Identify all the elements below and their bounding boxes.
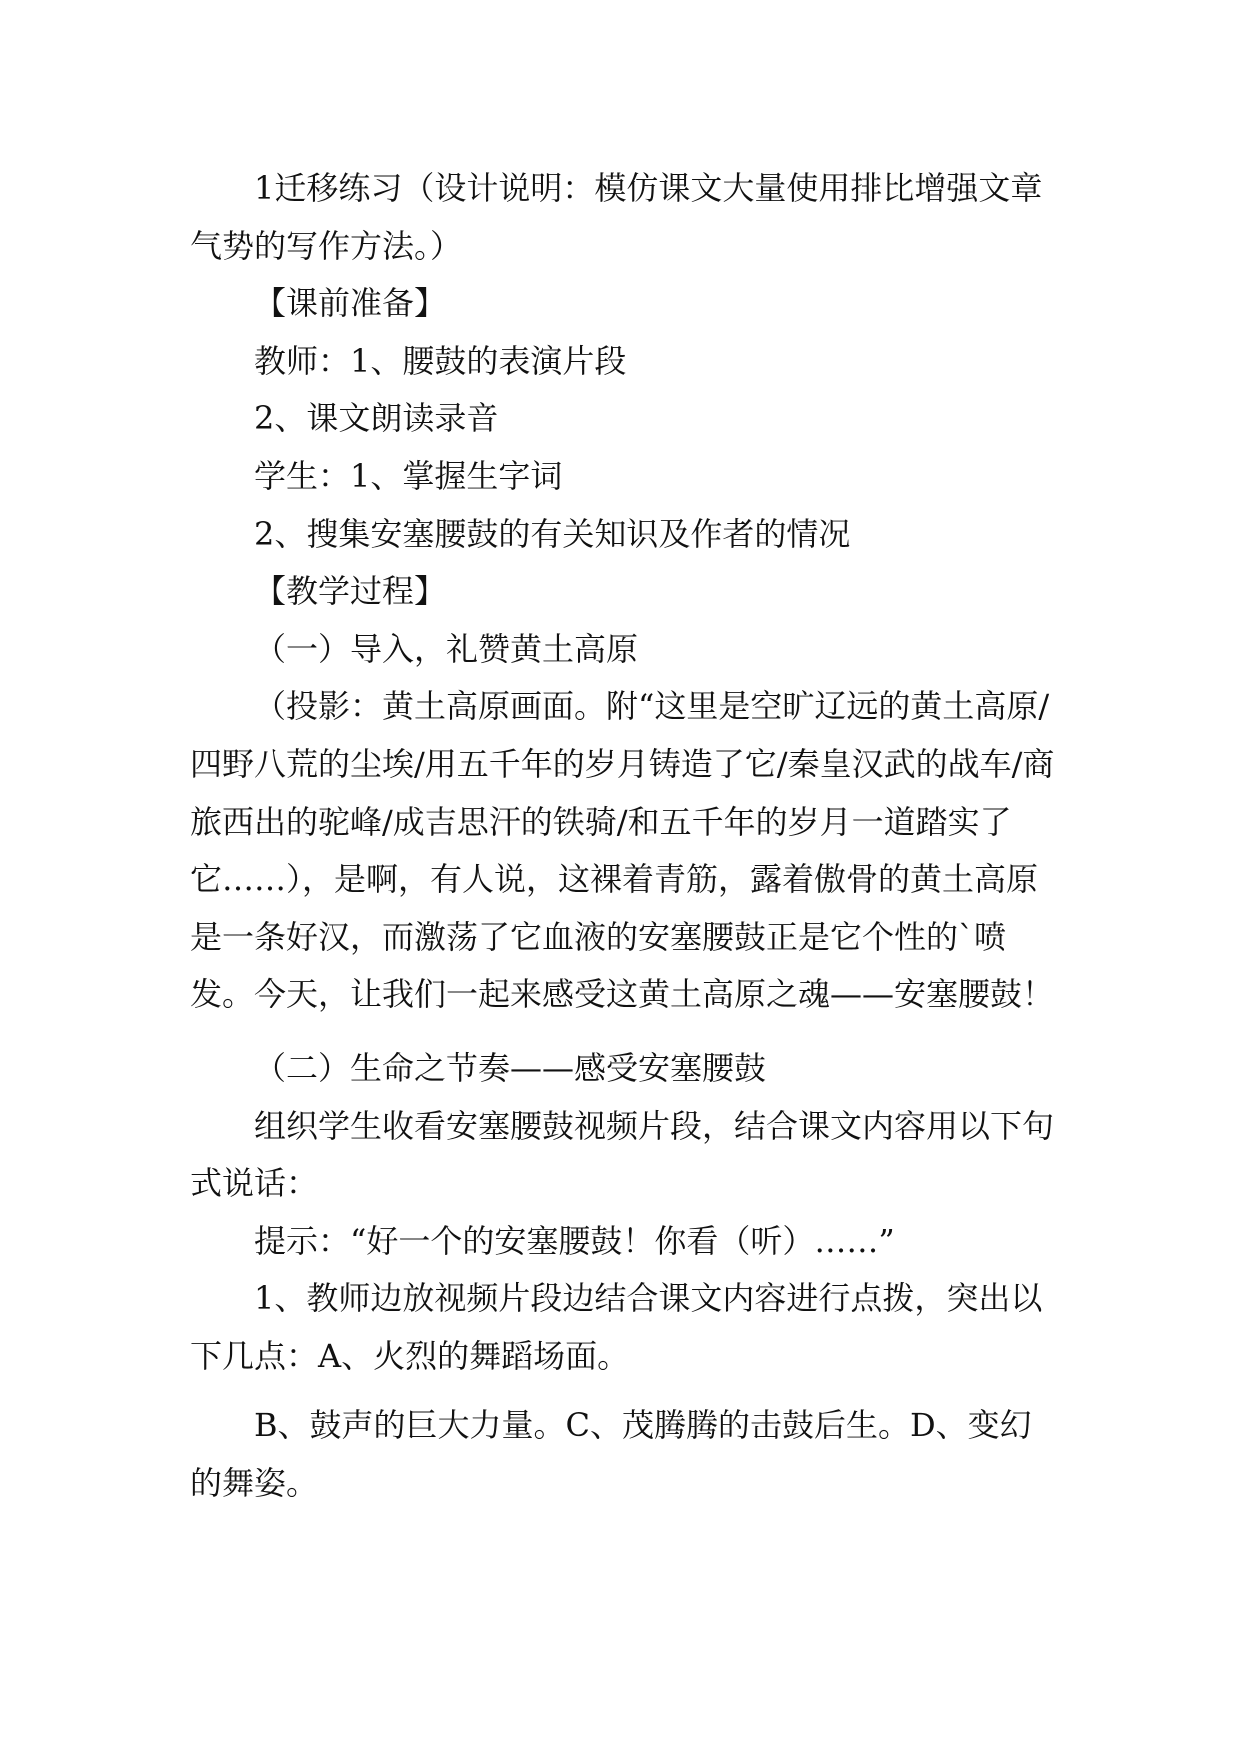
section-heading-rhythm: （二）生命之节奏——感受安塞腰鼓: [254, 1048, 767, 1087]
paragraph-student-prep-1: 学生：1、掌握生字词: [254, 456, 563, 495]
paragraph-hint: 提示：“好一个的安塞腰鼓！你看（听）……”: [254, 1221, 895, 1260]
paragraph-teacher-prep-2: 2、课文朗读录音: [254, 399, 499, 438]
paragraph-projection: （投影：黄土高原画面。附“这里是空旷辽远的黄土高原/四野八荒的尘埃/用五千年的岁月铸造了它/秦皇汉武的战车/商旅西出的驼峰/成吉思汗的铁骑/和五千年的岁月一道踏实了它……），是啊，有人说，这裸着青筋，露着傲骨的黄土高原是一条好汉，而激荡了它血液的安塞腰鼓正是它个性的`喷发。今天，让我们一起来感受这黄土高原之魂——安塞腰鼓！: [190, 687, 1055, 1014]
section-heading-intro: （一）导入，礼赞黄土高原: [254, 629, 639, 668]
paragraph-transfer-exercise: 1迁移练习（设计说明：模仿课文大量使用排比增强文章气势的写作方法。）: [190, 169, 1043, 265]
document-body: [190, 160, 1060, 1513]
heading-teaching-process: 【教学过程】: [254, 572, 447, 611]
heading-pre-class-preparation: 【课前准备】: [254, 284, 447, 323]
paragraph-student-prep-2: 2、搜集安塞腰鼓的有关知识及作者的情况: [254, 514, 851, 553]
paragraph-teacher-guidance: 1、教师边放视频片段边结合课文内容进行点拨，突出以下几点：A、火烈的舞蹈场面。: [190, 1279, 1043, 1375]
paragraph-watch-video: 组织学生收看安塞腰鼓视频片段，结合课文内容用以下句式说话：: [190, 1106, 1055, 1203]
paragraph-teacher-prep-1: 教师：1、腰鼓的表演片段: [254, 341, 627, 380]
paragraph-points-continued: B、鼓声的巨大力量。C、茂腾腾的击鼓后生。D、变幻的舞姿。: [190, 1406, 1032, 1503]
